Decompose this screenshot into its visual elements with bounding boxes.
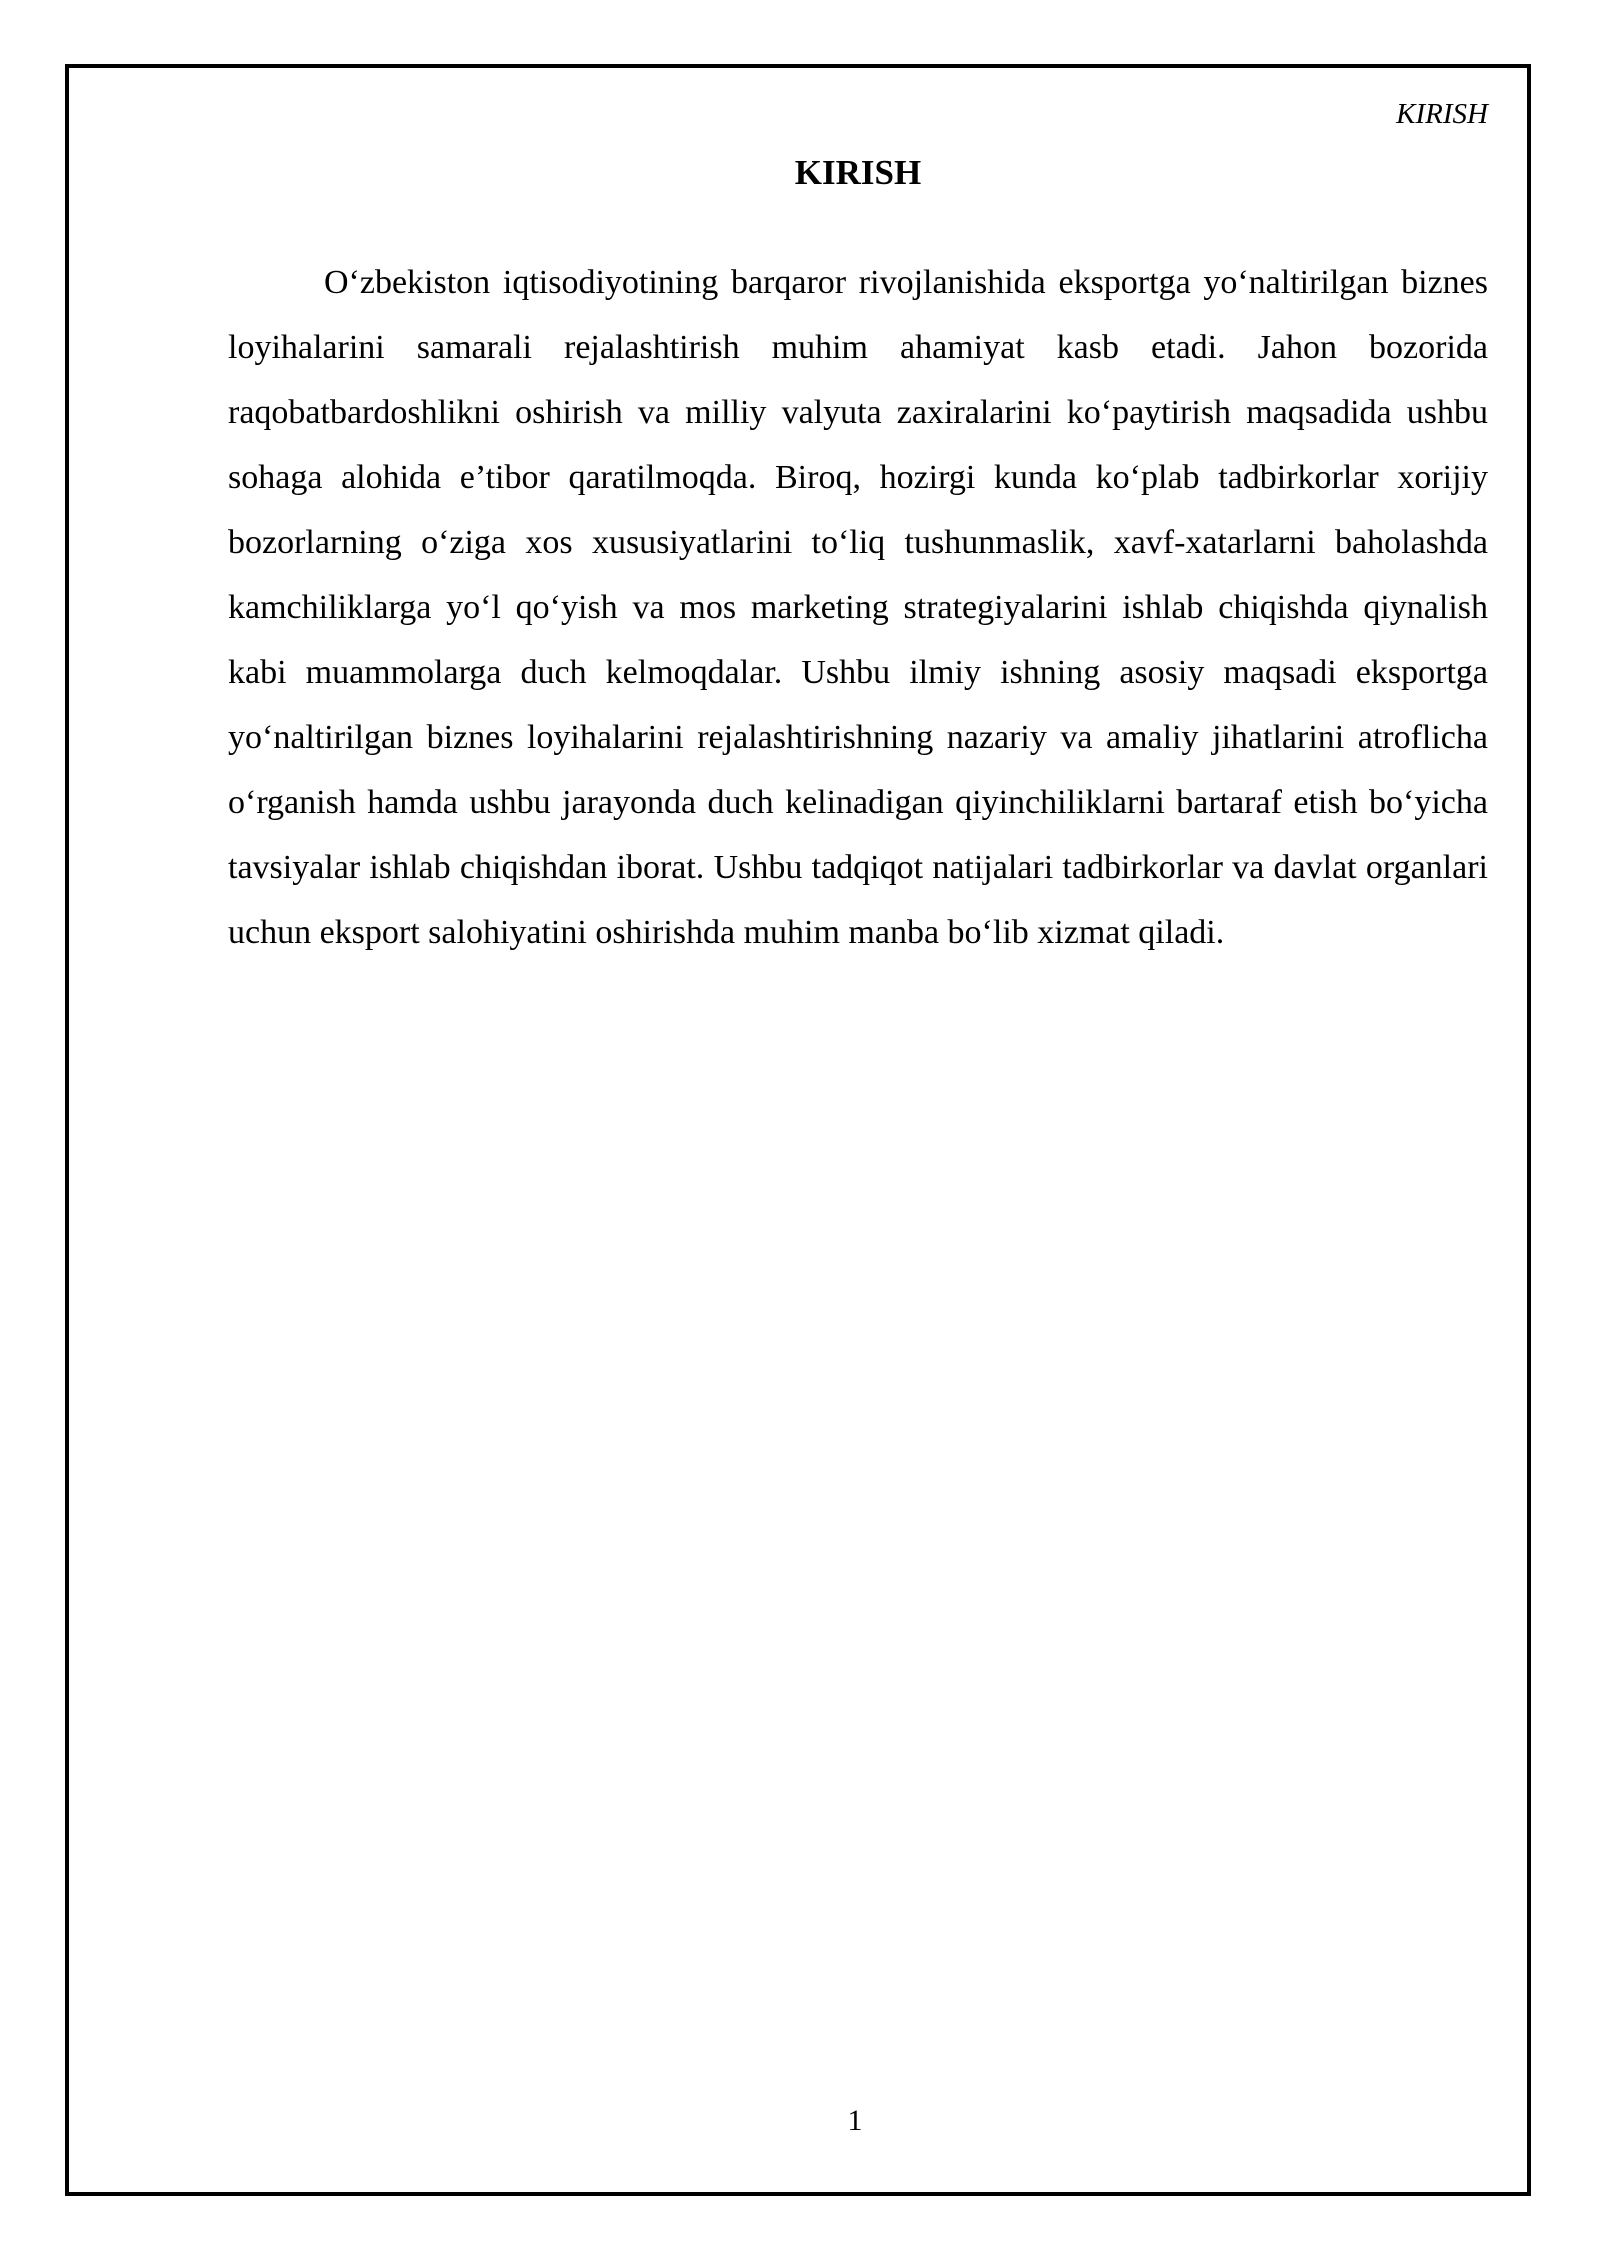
page-number: 1	[847, 2104, 863, 2137]
running-header: KIRISH	[1396, 98, 1488, 130]
page-title: KIRISH	[794, 153, 922, 192]
body-paragraph: O‘zbekiston iqtisodiyotining barqaror rivojlanishida eksportga yo‘naltirilgan biznes loyihalarini samarali rejalashtirish muhim ahamiyat kasb etadi. Jahon bozorida raqobatbardoshlikni oshirish va milliy valyuta zaxiralarini ko‘paytirish maqsadida ushbu sohaga alohida e’tibor qaratilmoqda. Biroq, hozirgi kunda ko‘plab tadbirkorlar xorijiy bozorlarning o‘ziga xos xususiyatlarini to‘liq tushunmaslik, xavf-xatarlarni baholashda kamchiliklarga yo‘l qo‘yish va mos marketing strategiyalarini ishlab chiqishda qiynalish kabi muammolarga duch kelmoqdalar. Ushbu ilmiy ishning asosiy maqsadi eksportga yo‘naltirilgan biznes loyihalarini rejalashtirishning nazariy va amaliy jihatlarini atroflicha o‘rganish hamda ushbu jarayonda duch kelinadigan qiyinchiliklarni bartaraf etish bo‘yicha tavsiyalar ishlab chiqishdan iborat. Ushbu tadqiqot natijalari tadbirkorlar va davlat organlari uchun eksport salohiyatini oshirishda muhim manba bo‘lib xizmat qiladi.	[228, 264, 1488, 951]
